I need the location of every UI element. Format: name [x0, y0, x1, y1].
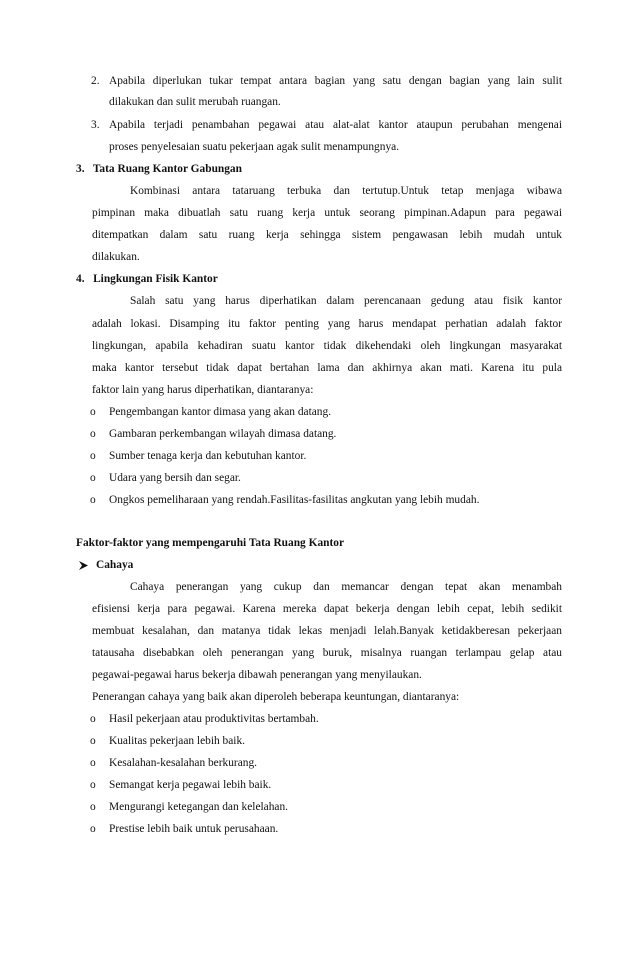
paragraph-line: dilakukan. — [92, 251, 140, 263]
list-item: Pengembangan kantor dimasa yang akan datang. — [109, 406, 332, 418]
paragraph-line: ditempatkan dalam satu ruang kerja sehingga sistem pengawasan lebih mudah untuk — [92, 229, 562, 241]
paragraph-line: Kombinasi antara tataruang terbuka dan tertutup.Untuk tetap menjaga wibawa — [130, 185, 562, 197]
paragraph-line: pimpinan maka dibuatlah satu ruang kerja untuk seorang pimpinan.Adapun para pegawai — [92, 207, 562, 219]
circle-bullet-icon: o — [90, 428, 96, 440]
section-heading: 4. Lingkungan Fisik Kantor — [76, 273, 218, 285]
circle-bullet-icon: o — [90, 450, 96, 462]
list-item: Semangat kerja pegawai lebih baik. — [109, 779, 272, 791]
circle-bullet-icon: o — [90, 735, 96, 747]
circle-bullet-icon: o — [90, 757, 96, 769]
circle-bullet-icon: o — [90, 713, 96, 725]
circle-bullet-icon: o — [90, 406, 96, 418]
paragraph-line: maka kantor tersebut tidak dapat bertahan lama dan akhirnya akan mati. Karena itu pula — [92, 362, 562, 374]
list-item: Gambaran perkembangan wilayah dimasa datang. — [109, 428, 337, 440]
list-number: 3. — [91, 119, 100, 131]
paragraph-line: lingkungan, apabila kehadiran suatu kantor tidak dikehendaki oleh lingkungan masyarakat — [92, 340, 562, 352]
paragraph-line: Cahaya penerangan yang cukup dan memancar dengan tepat akan menambah — [130, 581, 562, 593]
arrow-bullet-icon — [78, 558, 89, 571]
list-item-line: dilakukan dan sulit merubah ruangan. — [109, 96, 281, 108]
circle-bullet-icon: o — [90, 779, 96, 791]
list-item-line: Apabila diperlukan tukar tempat antara bagian yang satu dengan bagian yang lain sulit — [109, 75, 562, 87]
list-item: Prestise lebih baik untuk perusahaan. — [109, 823, 279, 835]
circle-bullet-icon: o — [90, 494, 96, 506]
sub-heading: Cahaya — [96, 559, 134, 571]
section-heading: Faktor-faktor yang mempengaruhi Tata Ruang Kantor — [76, 537, 345, 549]
list-item: Sumber tenaga kerja dan kebutuhan kantor. — [109, 450, 307, 462]
paragraph-line: Salah satu yang harus diperhatikan dalam perencanaan gedung atau fisik kantor — [130, 295, 562, 307]
paragraph-line: tatausaha disebabkan oleh penerangan yang buruk, misalnya ruangan terlampau gelap atau — [92, 647, 562, 659]
list-item-line: proses penyelesaian suatu pekerjaan agak sulit menampungnya. — [109, 141, 400, 153]
list-number: 2. — [91, 75, 100, 87]
circle-bullet-icon: o — [90, 823, 96, 835]
paragraph-line: pegawai-pegawai harus bekerja dibawah penerangan yang menyilaukan. — [92, 669, 422, 681]
circle-bullet-icon: o — [90, 472, 96, 484]
list-item: Udara yang bersih dan segar. — [109, 472, 241, 484]
list-item: Mengurangi ketegangan dan kelelahan. — [109, 801, 289, 813]
paragraph-line: Penerangan cahaya yang baik akan diperoleh beberapa keuntungan, diantaranya: — [92, 691, 460, 703]
paragraph-line: membuat kesalahan, dan matanya tidak lekas menjadi lelah.Banyak ketidakberesan pekerjaan — [92, 625, 562, 637]
paragraph-line: faktor lain yang harus diperhatikan, diantaranya: — [92, 384, 314, 396]
list-item: Hasil pekerjaan atau produktivitas bertambah. — [109, 713, 319, 725]
list-item: Kualitas pekerjaan lebih baik. — [109, 735, 246, 747]
list-item: Kesalahan-kesalahan berkurang. — [109, 757, 258, 769]
paragraph-line: adalah lokasi. Disamping itu faktor penting yang harus mendapat perhatian adalah faktor — [92, 318, 562, 330]
section-heading: 3. Tata Ruang Kantor Gabungan — [76, 163, 242, 175]
paragraph-line: efisiensi kerja para pegawai. Karena mereka dapat bekerja dengan lebih cepat, lebih sedikit — [92, 603, 562, 615]
list-item-line: Apabila terjadi penambahan pegawai atau alat-alat kantor ataupun perubahan mengenai — [109, 119, 562, 131]
list-item: Ongkos pemeliharaan yang rendah.Fasilitas-fasilitas angkutan yang lebih mudah. — [109, 494, 480, 506]
circle-bullet-icon: o — [90, 801, 96, 813]
